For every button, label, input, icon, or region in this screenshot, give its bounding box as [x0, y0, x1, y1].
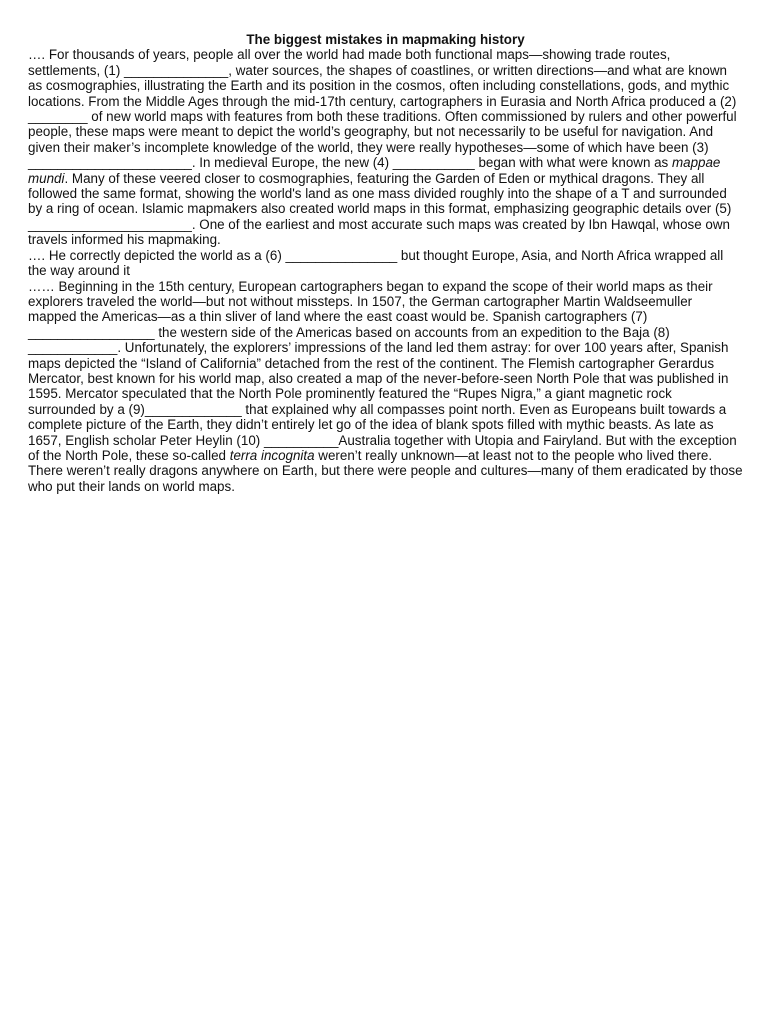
- paragraph-1: [28, 47, 743, 247]
- paragraph-2-text: …. He correctly depicted the world as a (6) _______________ but thought Europe, Asia, and North Africa wrapped all the way around it: [28, 247, 724, 279]
- paragraph-3-text-continued: weren’t really unknown—at least not to the people who lived there. There weren’t really dragons anywhere on Earth, but there were people and cultures—many of them eradicated by those who put their lands on world maps.: [28, 447, 743, 494]
- paragraph-1-italic-term: mappae mundi: [28, 155, 721, 186]
- paragraph-3-italic-term: terra incognita: [229, 447, 315, 463]
- paragraph-1-text: …. For thousands of years, people all over the world had made both functional maps—showing trade routes, settlements, (1) ______________, water sources, the shapes of coastlines, or written directions—and what are known as cosmographies, illustrating the Earth and its position in the cosmos, often including constellations, gods, and mythic locations. From the Middle Ages through the mid-17th century, cartographers in Eurasia and North Africa produced a (2) ________ of new world maps with features from both these traditions. Often commissioned by rulers and other powerful people, these maps were meant to depict the world’s geography, but not necessarily to be useful for navigation. And given their maker’s incomplete knowledge of the world, they were really hypotheses—some of which have been (3) ______________________. In medieval Europe, the new (4) ___________ began with what were known as: [28, 47, 737, 171]
- paragraph-3: [28, 279, 743, 495]
- document-page: [28, 32, 743, 494]
- paragraph-1-text-continued: . Many of these veered closer to cosmographies, featuring the Garden of Eden or mythical dragons. They all followed the same format, showing the world's land as one mass divided roughly into the shape of a T and surrounded by a ring of ocean. Islamic mapmakers also created world maps in this format, emphasizing geographic details over (5) ______________________. One of the earliest and most accurate such maps was created by Ibn Hawqal, whose own travels informed his mapmaking.: [28, 170, 732, 248]
- document-title: The biggest mistakes in mapmaking history: [246, 32, 525, 47]
- paragraph-3-text: …… Beginning in the 15th century, European cartographers began to expand the scope of their world maps as their explorers traveled the world—but not without missteps. In 1507, the German cartographer Martin Waldseemuller mapped the Americas—as a thin sliver of land where the east coast would be. Spanish cartographers (7) _________________ the western side of the Americas based on accounts from an expedition to the Baja (8) ____________. Unfortunately, the explorers’ impressions of the land led them astray: for over 100 years after, Spanish maps depicted the “Island of California” detached from the rest of the continent. The Flemish cartographer Gerardus Mercator, best known for his world map, also created a map of the never-before-seen North Pole that was published in 1595. Mercator speculated that the North Pole prominently featured the “Rupes Nigra,” a giant magnetic rock surrounded by a (9)_____________ that explained why all compasses point north. Even as Europeans built towards a complete picture of the Earth, they didn’t entirely let go of the idea of blank spots filled with mythic beasts. As late as 1657, English scholar Peter Heylin (10) __________Australia together with Utopia and Fairyland. But with the exception of the North Pole, these so-called: [28, 278, 737, 463]
- paragraph-2: [28, 248, 743, 279]
